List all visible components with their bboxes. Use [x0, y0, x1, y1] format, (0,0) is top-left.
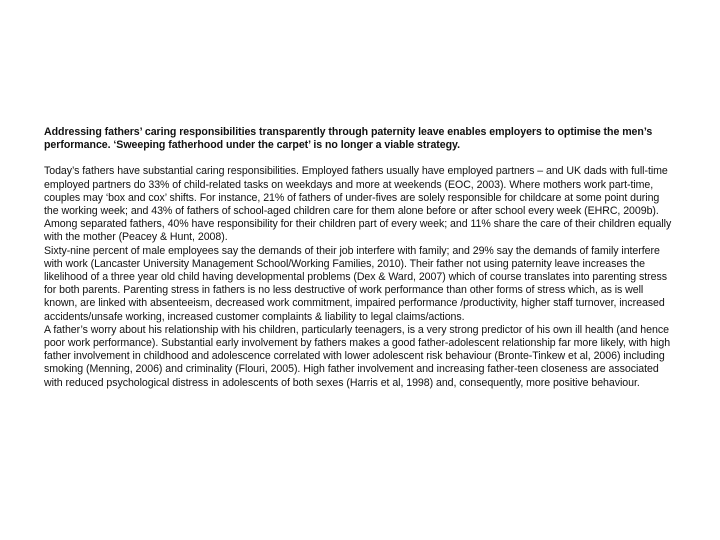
paragraph-father-involvement: A father’s worry about his relationship with his children, particularly teenagers, is a very strong predictor of his own ill health (and hence poor work performance). Substantial early involvement by fathers makes a good father-adolescent relationship far more likely, with high father involvement in childhood and adolescence correlated with lower adolescent risk behaviour (Bronte-Tinkew et al, 2006) including smoking (Menning, 2006) and criminality (Flouri, 2005). High father involvement and increasing father-teen closeness are associated with reduced psychological distress in adolescents of both sexes (Harris et al, 1998) and, consequently, more positive behaviour. [44, 323, 671, 389]
text-body [44, 126, 676, 390]
heading: Addressing fathers’ caring responsibilities transparently through paternity leave enables employers to optimise the men’s performance. ‘Sweeping fatherhood under the carpet’ is no longer a viable strategy. [44, 126, 653, 152]
paragraph-caring-responsibilities: Today’s fathers have substantial caring responsibilities. Employed fathers usually have employed partners – and UK dads with full-time employed partners do 33% of child-related tasks on weekdays and more at weekends (EOC, 2003). Where mothers work part-time, couples may ‘box and cox’ shifts. For instance, 21% of fathers of under-fives are solely responsible for childcare at some point during the working week; and 43% of fathers of school-aged children care for them alone before or after school every week (EHRC, 2009b). Among separated fathers, 40% have responsibility for their children part of every week; and 11% share the care of their children equally with the mother (Peacey & Hunt, 2008). [44, 165, 672, 244]
paragraph-work-family-interference: Sixty-nine percent of male employees say the demands of their job interfere with family; and 29% say the demands of family interfere with work (Lancaster University Management School/Working Families, 2010). Their father not using paternity leave increases the likelihood of a three year old child having developmental problems (Dex & Ward, 2007) which of course translates into parenting stress for both parents. Parenting stress in fathers is no less destructive of work performance than other forms of stress which, as is well known, are linked with absenteeism, decreased work commitment, impaired performance /productivity, higher staff turnover, increased accidents/unsafe working, increased customer complaints & liability to legal claims/actions. [44, 244, 667, 323]
